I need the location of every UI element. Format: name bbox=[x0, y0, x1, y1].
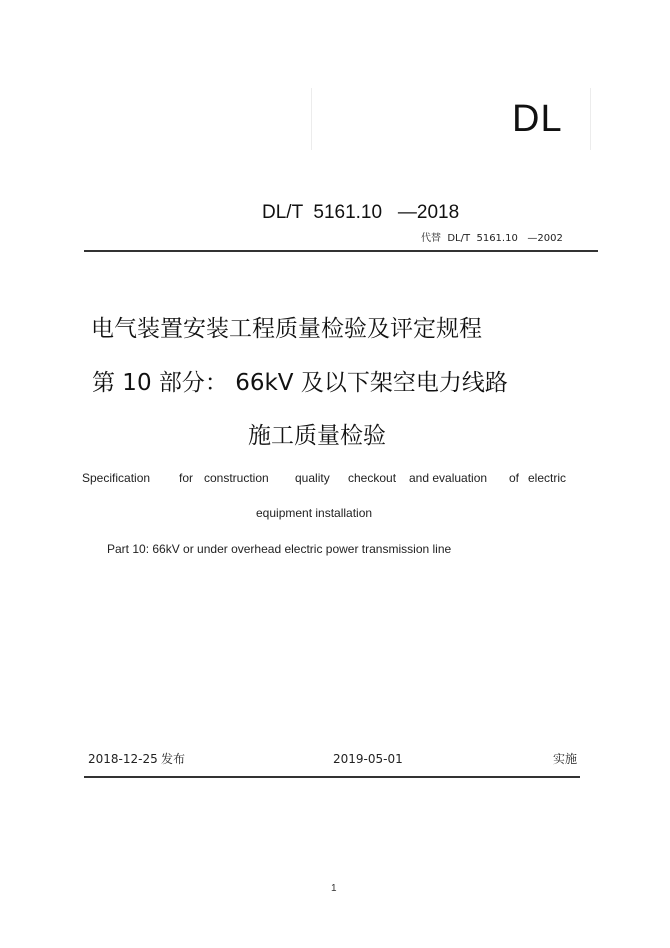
title-line-1: 电气装置安装工程质量检验及评定规程 bbox=[91, 316, 482, 342]
implement-date: 2019-05-01 bbox=[333, 752, 403, 766]
frame-line-left bbox=[311, 88, 312, 150]
english-word: of bbox=[509, 471, 520, 485]
english-word: electric bbox=[528, 471, 567, 485]
title-line-3: 施工质量检验 bbox=[248, 423, 386, 449]
page-number: 1 bbox=[331, 883, 337, 894]
publish-date: 2018-12-25 bbox=[88, 752, 158, 766]
english-title-line-2: equipment installation bbox=[256, 506, 373, 520]
english-word: construction bbox=[204, 471, 269, 485]
implement-label: 实施 bbox=[553, 752, 578, 766]
publish-label: 发布 bbox=[161, 752, 186, 766]
english-word: checkout bbox=[348, 471, 397, 485]
replaces-standard: 代替 DL/T 5161.10 —2002 bbox=[421, 233, 563, 244]
english-word: Specification bbox=[82, 471, 151, 485]
english-word: and evaluation bbox=[409, 471, 488, 485]
english-word: for bbox=[179, 471, 194, 485]
header-rule bbox=[84, 250, 598, 252]
standard-number: DL/T 5161.10 —2018 bbox=[262, 202, 460, 223]
standard-logo: DL bbox=[512, 98, 563, 140]
frame-line-right bbox=[590, 88, 591, 150]
english-title-line-3: Part 10: 66kV or under overhead electric power transmission line bbox=[107, 542, 452, 556]
title-line-2: 第 10 部分： 66kV 及以下架空电力线路 bbox=[92, 370, 508, 396]
dates-rule bbox=[84, 776, 580, 778]
english-word: quality bbox=[295, 471, 330, 485]
